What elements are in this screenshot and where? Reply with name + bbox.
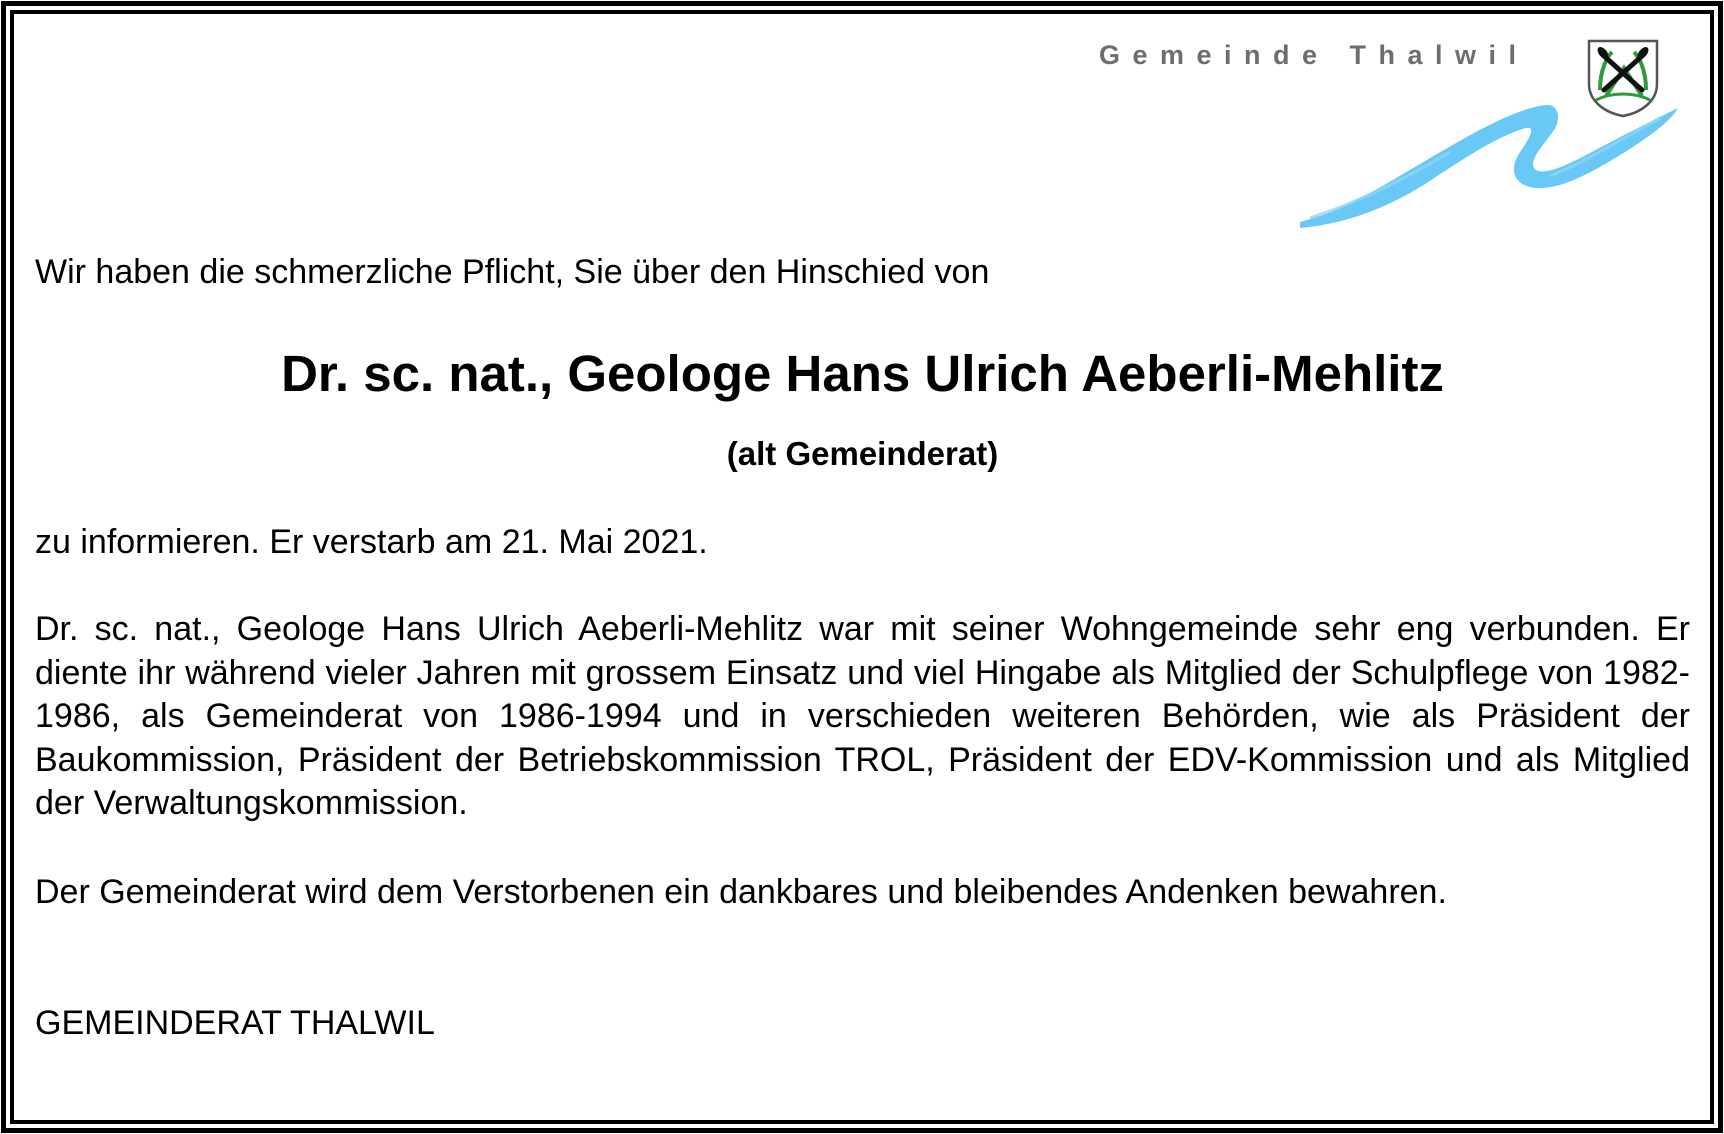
intro-text: Wir haben die schmerzliche Pflicht, Sie über den Hinschied von [35,253,990,291]
tribute-paragraph: Dr. sc. nat., Geologe Hans Ulrich Aeberli-Mehlitz war mit seiner Wohngemeinde sehr eng verbunden. Er diente ihr während vieler Jahren mit grossem Einsatz und viel Hingabe als Mitglied der Schulpflege von 1982-1986, als Gemeinderat von 1986-1994 und in verschieden weiteren Behörden, wie als Präsident der Baukommission, Präsident der Betriebskommission TROL, Präsident der EDV-Kommission und als Mitglied der Verwaltungskommission. [35,610,1690,823]
death-info-text: zu informieren. Er verstarb am 21. Mai 2021. [35,523,708,561]
closing-text: Der Gemeinderat wird dem Verstorbenen ein dankbares und bleibendes Andenken bewahren. [35,873,1447,911]
signature: GEMEINDERAT THALWIL [35,1004,435,1042]
brand-name: Gemeinde Thalwil [1099,40,1529,70]
former-role: (alt Gemeinderat) [726,435,999,472]
blue-wave-brush-icon [1300,100,1680,230]
deceased-name: Dr. sc. nat., Geologe Hans Ulrich Aeberli-Mehlitz [281,345,1444,402]
